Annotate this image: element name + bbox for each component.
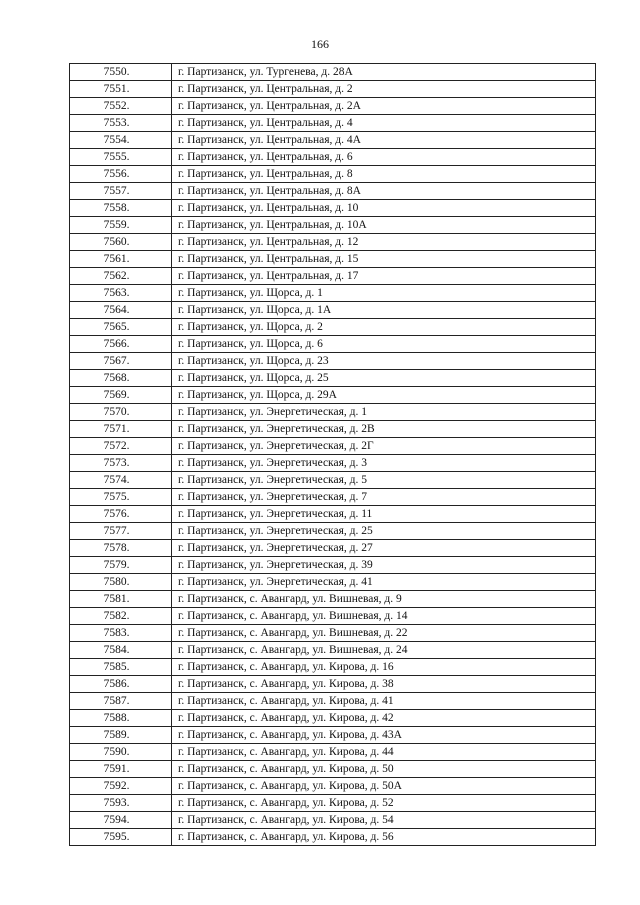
table-row — [70, 744, 596, 761]
row-address: г. Партизанск, с. Авангард, ул. Вишневая, д. 24 — [172, 642, 596, 659]
table-row — [70, 489, 596, 506]
row-address: г. Партизанск, с. Авангард, ул. Кирова, д. 16 — [172, 659, 596, 676]
row-number: 7575. — [70, 489, 172, 506]
table-row — [70, 98, 596, 115]
table-row — [70, 251, 596, 268]
table-row — [70, 438, 596, 455]
row-number: 7569. — [70, 387, 172, 404]
row-address: г. Партизанск, ул. Энергетическая, д. 5 — [172, 472, 596, 489]
table-row — [70, 115, 596, 132]
row-address: г. Партизанск, с. Авангард, ул. Кирова, д. 54 — [172, 812, 596, 829]
row-number: 7572. — [70, 438, 172, 455]
row-number: 7565. — [70, 319, 172, 336]
row-number: 7588. — [70, 710, 172, 727]
row-address: г. Партизанск, ул. Центральная, д. 10А — [172, 217, 596, 234]
row-number: 7595. — [70, 829, 172, 846]
table-row — [70, 455, 596, 472]
table-row — [70, 506, 596, 523]
row-number: 7571. — [70, 421, 172, 438]
table-row — [70, 625, 596, 642]
row-number: 7570. — [70, 404, 172, 421]
table-row — [70, 217, 596, 234]
table-row — [70, 200, 596, 217]
row-number: 7582. — [70, 608, 172, 625]
table-row — [70, 540, 596, 557]
row-number: 7587. — [70, 693, 172, 710]
row-address: г. Партизанск, ул. Щорса, д. 25 — [172, 370, 596, 387]
row-address: г. Партизанск, ул. Энергетическая, д. 2Г — [172, 438, 596, 455]
row-address: г. Партизанск, ул. Центральная, д. 8 — [172, 166, 596, 183]
row-number: 7554. — [70, 132, 172, 149]
table-row — [70, 608, 596, 625]
row-address: г. Партизанск, ул. Энергетическая, д. 41 — [172, 574, 596, 591]
row-number: 7590. — [70, 744, 172, 761]
table-row — [70, 727, 596, 744]
table-row — [70, 387, 596, 404]
table-row — [70, 795, 596, 812]
table-row — [70, 319, 596, 336]
row-address: г. Партизанск, ул. Энергетическая, д. 25 — [172, 523, 596, 540]
address-table — [69, 63, 596, 846]
row-number: 7583. — [70, 625, 172, 642]
row-address: г. Партизанск, ул. Центральная, д. 2 — [172, 81, 596, 98]
table-row — [70, 574, 596, 591]
row-number: 7594. — [70, 812, 172, 829]
row-address: г. Партизанск, с. Авангард, ул. Кирова, д. 41 — [172, 693, 596, 710]
row-number: 7564. — [70, 302, 172, 319]
row-address: г. Партизанск, с. Авангард, ул. Кирова, д. 56 — [172, 829, 596, 846]
row-address: г. Партизанск, с. Авангард, ул. Вишневая, д. 14 — [172, 608, 596, 625]
row-address: г. Партизанск, ул. Щорса, д. 1 — [172, 285, 596, 302]
table-row — [70, 404, 596, 421]
table-row — [70, 234, 596, 251]
row-address: г. Партизанск, с. Авангард, ул. Кирова, д. 38 — [172, 676, 596, 693]
table-row — [70, 472, 596, 489]
row-address: г. Партизанск, ул. Тургенева, д. 28А — [172, 64, 596, 81]
row-number: 7585. — [70, 659, 172, 676]
row-number: 7551. — [70, 81, 172, 98]
row-address: г. Партизанск, ул. Центральная, д. 6 — [172, 149, 596, 166]
row-number: 7560. — [70, 234, 172, 251]
row-address: г. Партизанск, ул. Энергетическая, д. 39 — [172, 557, 596, 574]
row-number: 7557. — [70, 183, 172, 200]
table-row — [70, 659, 596, 676]
table-row — [70, 523, 596, 540]
table-row — [70, 353, 596, 370]
row-address: г. Партизанск, с. Авангард, ул. Кирова, д. 52 — [172, 795, 596, 812]
row-number: 7555. — [70, 149, 172, 166]
row-number: 7574. — [70, 472, 172, 489]
table-row — [70, 642, 596, 659]
page-number: 166 — [311, 37, 329, 51]
row-number: 7568. — [70, 370, 172, 387]
table-row — [70, 710, 596, 727]
table-row — [70, 268, 596, 285]
table-row — [70, 166, 596, 183]
row-address: г. Партизанск, ул. Центральная, д. 4 — [172, 115, 596, 132]
row-address: г. Партизанск, ул. Энергетическая, д. 11 — [172, 506, 596, 523]
row-address: г. Партизанск, с. Авангард, ул. Кирова, д. 50А — [172, 778, 596, 795]
row-address: г. Партизанск, ул. Центральная, д. 4А — [172, 132, 596, 149]
row-address: г. Партизанск, с. Авангард, ул. Кирова, д. 43А — [172, 727, 596, 744]
row-number: 7553. — [70, 115, 172, 132]
row-address: г. Партизанск, ул. Энергетическая, д. 7 — [172, 489, 596, 506]
row-number: 7591. — [70, 761, 172, 778]
table-row — [70, 336, 596, 353]
row-number: 7589. — [70, 727, 172, 744]
row-address: г. Партизанск, ул. Щорса, д. 23 — [172, 353, 596, 370]
table-row — [70, 183, 596, 200]
address-table-body — [70, 64, 596, 846]
row-number: 7573. — [70, 455, 172, 472]
row-number: 7550. — [70, 64, 172, 81]
row-address: г. Партизанск, ул. Центральная, д. 2А — [172, 98, 596, 115]
row-address: г. Партизанск, ул. Центральная, д. 17 — [172, 268, 596, 285]
row-address: г. Партизанск, ул. Центральная, д. 15 — [172, 251, 596, 268]
row-number: 7581. — [70, 591, 172, 608]
table-row — [70, 285, 596, 302]
table-row — [70, 829, 596, 846]
table-row — [70, 302, 596, 319]
table-row — [70, 676, 596, 693]
table-row — [70, 812, 596, 829]
row-address: г. Партизанск, ул. Энергетическая, д. 2В — [172, 421, 596, 438]
row-address: г. Партизанск, ул. Щорса, д. 29А — [172, 387, 596, 404]
row-number: 7586. — [70, 676, 172, 693]
row-address: г. Партизанск, с. Авангард, ул. Кирова, д. 42 — [172, 710, 596, 727]
row-address: г. Партизанск, ул. Щорса, д. 2 — [172, 319, 596, 336]
row-address: г. Партизанск, ул. Центральная, д. 8А — [172, 183, 596, 200]
table-row — [70, 693, 596, 710]
row-number: 7552. — [70, 98, 172, 115]
row-number: 7559. — [70, 217, 172, 234]
row-address: г. Партизанск, ул. Энергетическая, д. 27 — [172, 540, 596, 557]
row-address: г. Партизанск, ул. Щорса, д. 1А — [172, 302, 596, 319]
row-number: 7578. — [70, 540, 172, 557]
row-address: г. Партизанск, ул. Центральная, д. 12 — [172, 234, 596, 251]
table-row — [70, 421, 596, 438]
row-address: г. Партизанск, с. Авангард, ул. Вишневая, д. 9 — [172, 591, 596, 608]
row-number: 7584. — [70, 642, 172, 659]
row-address: г. Партизанск, с. Авангард, ул. Кирова, д. 50 — [172, 761, 596, 778]
row-number: 7592. — [70, 778, 172, 795]
table-row — [70, 132, 596, 149]
table-row — [70, 778, 596, 795]
table-row — [70, 81, 596, 98]
row-address: г. Партизанск, с. Авангард, ул. Кирова, д. 44 — [172, 744, 596, 761]
row-number: 7562. — [70, 268, 172, 285]
table-row — [70, 370, 596, 387]
row-address: г. Партизанск, ул. Щорса, д. 6 — [172, 336, 596, 353]
table-row — [70, 761, 596, 778]
table-row — [70, 149, 596, 166]
row-address: г. Партизанск, с. Авангард, ул. Вишневая, д. 22 — [172, 625, 596, 642]
row-number: 7577. — [70, 523, 172, 540]
row-number: 7567. — [70, 353, 172, 370]
row-number: 7593. — [70, 795, 172, 812]
row-number: 7563. — [70, 285, 172, 302]
row-number: 7566. — [70, 336, 172, 353]
row-number: 7558. — [70, 200, 172, 217]
table-row — [70, 557, 596, 574]
row-address: г. Партизанск, ул. Энергетическая, д. 1 — [172, 404, 596, 421]
row-number: 7580. — [70, 574, 172, 591]
row-number: 7556. — [70, 166, 172, 183]
table-row — [70, 64, 596, 81]
row-number: 7579. — [70, 557, 172, 574]
row-address: г. Партизанск, ул. Центральная, д. 10 — [172, 200, 596, 217]
row-number: 7576. — [70, 506, 172, 523]
row-address: г. Партизанск, ул. Энергетическая, д. 3 — [172, 455, 596, 472]
table-row — [70, 591, 596, 608]
row-number: 7561. — [70, 251, 172, 268]
